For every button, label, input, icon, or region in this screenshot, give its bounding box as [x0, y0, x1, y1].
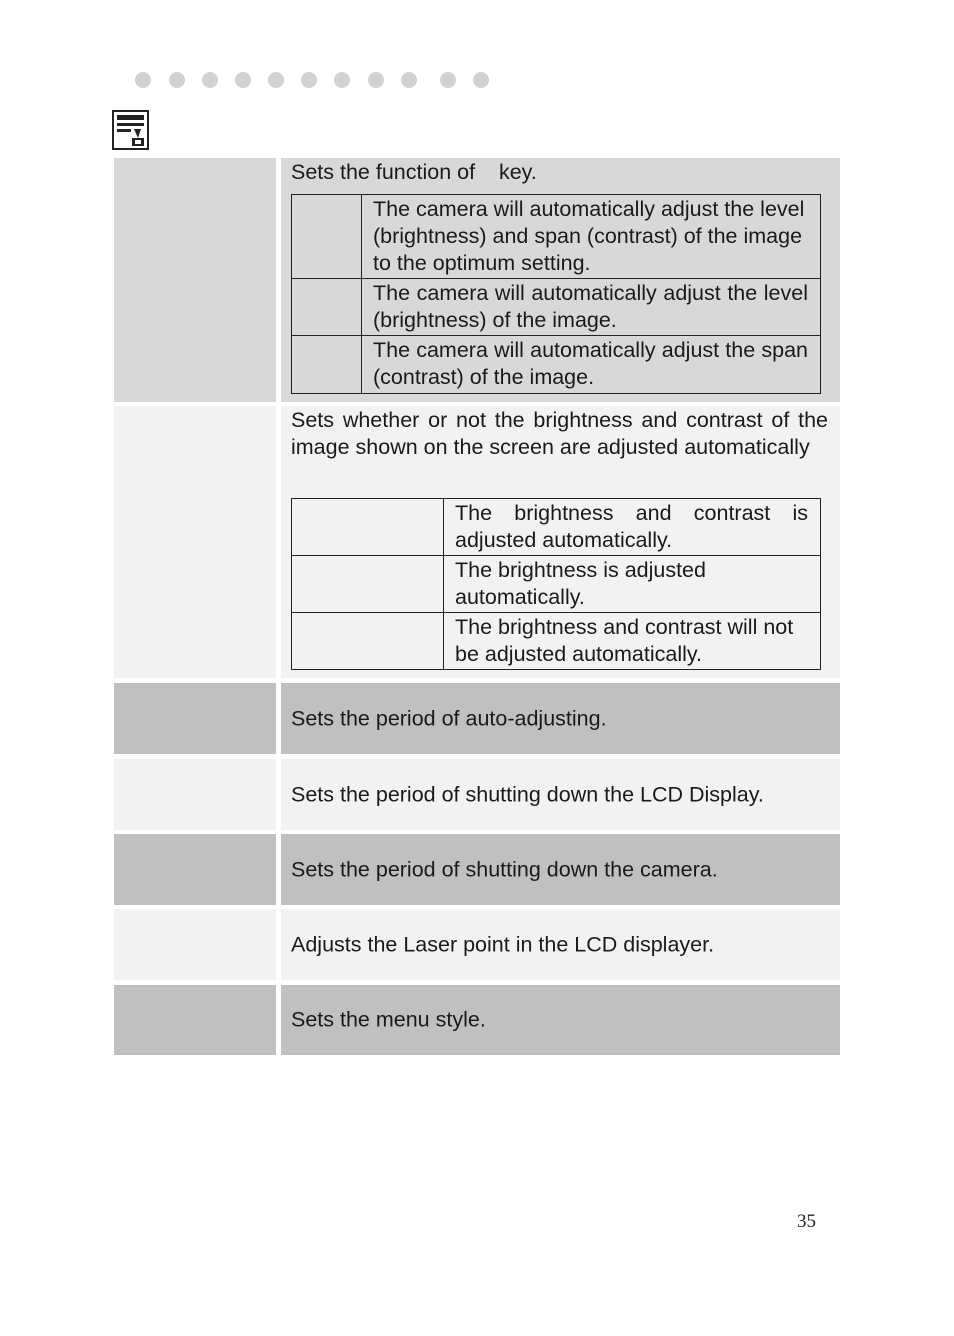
- option-name-cell: [292, 613, 444, 670]
- setting-description: Sets the period of shutting down the camera.: [291, 857, 718, 881]
- dot: [202, 72, 218, 88]
- setting-name-cell: [114, 909, 276, 980]
- setting-description: Sets whether or not the brightness and contrast of the image shown on the screen are adjusted automatically: [291, 408, 828, 459]
- option-row: [292, 499, 821, 556]
- option-description: The camera will automatically adjust the level (brightness) of the image.: [362, 279, 821, 336]
- settings-row: [114, 759, 840, 830]
- option-row: [292, 195, 821, 279]
- option-row: [292, 556, 821, 613]
- setting-description-cell: [281, 406, 840, 678]
- setting-name-cell: [114, 406, 276, 678]
- dot: [301, 72, 317, 88]
- dot: [169, 72, 185, 88]
- option-description: The camera will automatically adjust the span (contrast) of the image.: [362, 336, 821, 394]
- option-row: [292, 336, 821, 394]
- page-number: 35: [797, 1211, 816, 1232]
- setting-description-cell: [281, 683, 840, 754]
- option-name-cell: [292, 195, 362, 279]
- option-row: [292, 613, 821, 670]
- setting-name-cell: [114, 834, 276, 905]
- dot: [401, 72, 417, 88]
- setting-description: Adjusts the Laser point in the LCD displayer.: [291, 932, 715, 956]
- option-description: The camera will automatically adjust the level (brightness) and span (contrast) of the image to the optimum setting.: [362, 195, 821, 279]
- option-name-cell: [292, 499, 444, 556]
- setting-description-cell: [281, 759, 840, 830]
- options-table: [291, 194, 821, 394]
- settings-row: [114, 406, 840, 678]
- dot: [440, 72, 456, 88]
- setting-description: Sets the menu style.: [291, 1007, 486, 1032]
- setting-name-cell: [114, 759, 276, 830]
- option-description: The brightness and contrast is adjusted automatically.: [444, 499, 821, 556]
- setting-description-cell: [281, 158, 840, 402]
- settings-row: [114, 683, 840, 754]
- dot: [135, 72, 151, 88]
- option-name-cell: [292, 556, 444, 613]
- note-icon: [112, 110, 149, 150]
- dot: [235, 72, 251, 88]
- dot: [334, 72, 350, 88]
- option-description: The brightness and contrast will not be adjusted automatically.: [444, 613, 821, 670]
- setting-name-cell: [114, 683, 276, 754]
- options-table: [291, 498, 821, 670]
- setting-description-cell: [281, 909, 840, 980]
- dot: [368, 72, 384, 88]
- option-row: [292, 279, 821, 336]
- dot: [268, 72, 284, 88]
- setting-description: Sets the period of shutting down the LCD Display.: [291, 782, 764, 806]
- settings-row: [114, 985, 840, 1055]
- setting-description-cell: [281, 834, 840, 905]
- setting-description-cell: [281, 985, 840, 1055]
- option-name-cell: [292, 279, 362, 336]
- dot: [473, 72, 489, 88]
- settings-row: [114, 158, 840, 402]
- setting-description: Sets the period of auto-adjusting.: [291, 706, 607, 730]
- option-description: The brightness is adjusted automatically.: [444, 556, 821, 613]
- setting-name-cell: [114, 158, 276, 402]
- setting-name-cell: [114, 985, 276, 1055]
- settings-row: [114, 834, 840, 905]
- option-name-cell: [292, 336, 362, 394]
- settings-row: [114, 909, 840, 980]
- setting-description: Sets the function of key.: [291, 160, 537, 184]
